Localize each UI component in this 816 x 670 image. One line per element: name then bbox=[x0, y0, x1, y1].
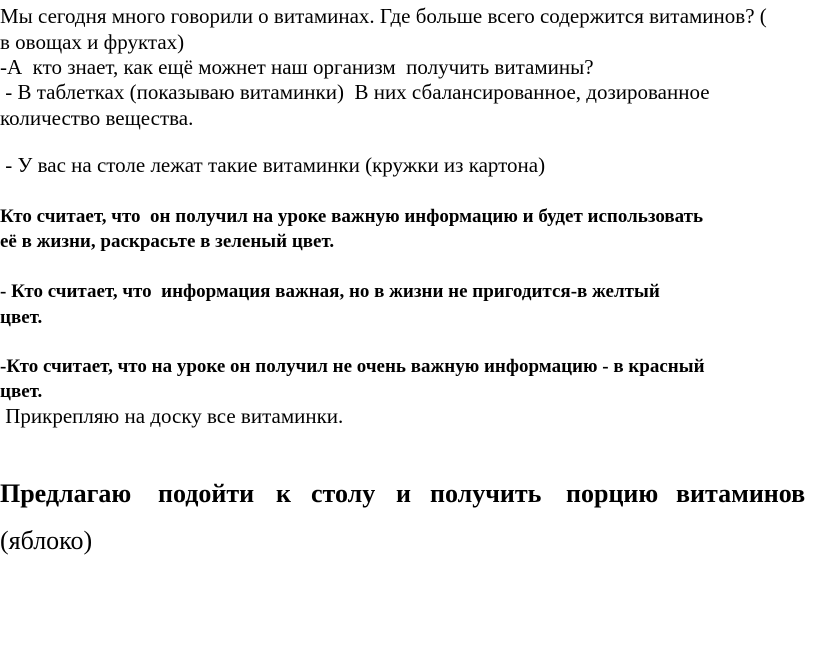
final-word: порцию bbox=[566, 479, 659, 508]
red-instruction-line-2: цвет. bbox=[0, 381, 43, 402]
closing-line: Прикрепляю на доску все витаминки. bbox=[0, 404, 344, 428]
final-word: Предлагаю bbox=[0, 479, 132, 508]
table-vitamins-line: - У вас на столе лежат такие витаминки (кружки из картона) bbox=[0, 153, 546, 177]
tablets-line-1: - В таблетках (показываю витаминки) В них сбалансированное, дозированное bbox=[0, 80, 710, 104]
tablets-line-2: количество вещества. bbox=[0, 106, 194, 130]
red-instruction-line-1: -Кто считает, что на уроке он получил не очень важную информацию - в красный bbox=[0, 356, 705, 377]
final-word: подойти bbox=[158, 479, 255, 508]
yellow-instruction-line-2: цвет. bbox=[0, 307, 43, 328]
question-line: -А кто знает, как ещё можнет наш организм получить витамины? bbox=[0, 55, 594, 79]
final-word: к bbox=[276, 479, 291, 508]
green-instruction-line-2: её в жизни, раскрасьте в зеленый цвет. bbox=[0, 231, 335, 252]
final-word: витаминов bbox=[676, 479, 806, 508]
final-word: получить bbox=[430, 479, 542, 508]
green-instruction-line-1: Кто считает, что он получил на уроке важную информацию и будет использовать bbox=[0, 206, 704, 227]
final-heading-line bbox=[0, 479, 816, 509]
paragraph-intro-line-1: Мы сегодня много говорили о витаминах. Где больше всего содержится витаминов? ( bbox=[0, 4, 767, 28]
final-tail: (яблоко) bbox=[0, 526, 93, 555]
paragraph-intro-line-2: в овощах и фруктах) bbox=[0, 30, 185, 54]
final-word: и bbox=[396, 479, 411, 508]
final-word: столу bbox=[311, 479, 376, 508]
yellow-instruction-line-1: - Кто считает, что информация важная, но в жизни не пригодится-в желтый bbox=[0, 281, 660, 302]
